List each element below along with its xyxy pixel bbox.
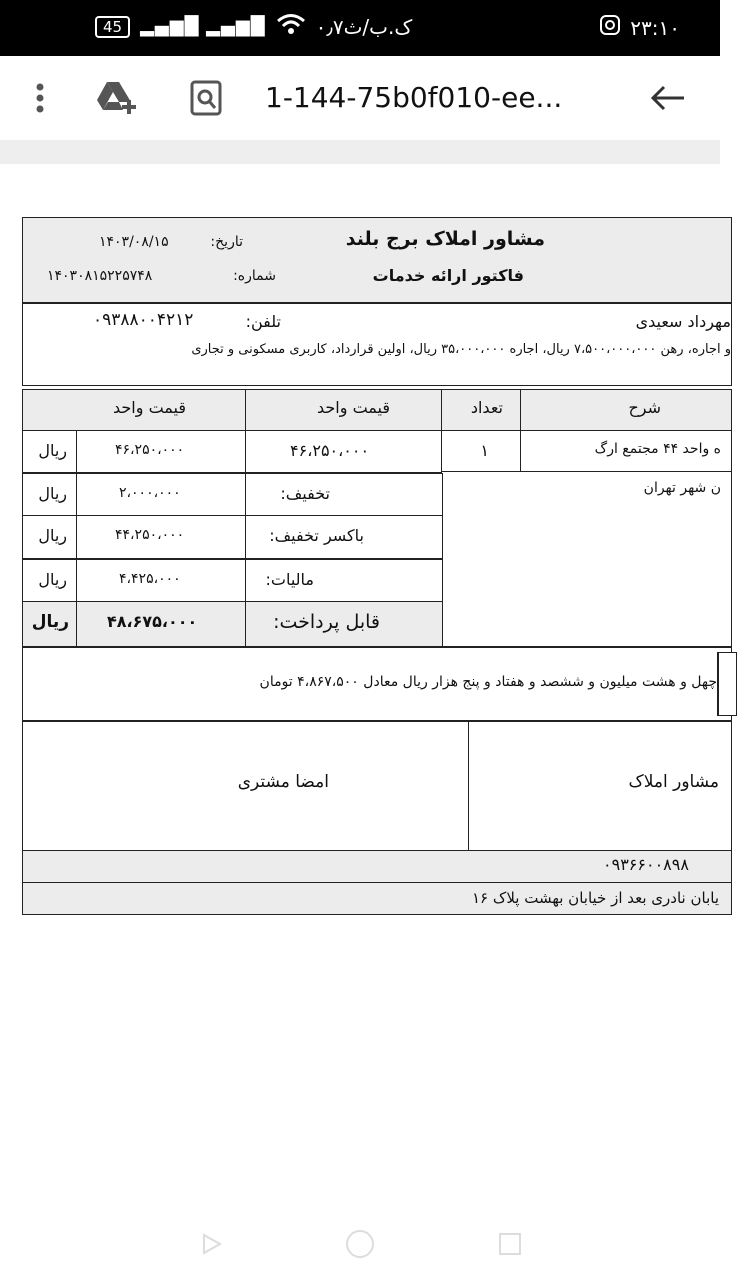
header-unit-price-1: قیمت واحد [245,389,443,432]
customer-signature-label: امضا مشتری [237,772,329,792]
after-discount-label: باکسر تخفیف: [245,515,443,559]
company-name: مشاور املاک برج بلند [345,228,545,250]
item-quantity: ۱ [441,430,522,473]
phone-label: تلفن: [245,312,281,331]
footer-address: یابان نادری بعد از خیابان بهشت پلاک ۱۶ [472,889,719,907]
amount-in-words: چهل و هشت میلیون و ششصد و هفتاد و پنج هزار ریال معادل ۴،۸۶۷،۵۰۰ تومان [259,674,717,690]
item-unit-price: ۴۶،۲۵۰،۰۰۰ [245,430,443,473]
more-vert-icon[interactable] [30,82,50,118]
footer-phone: ۰۹۳۶۶۰۰۸۹۸ [603,855,689,874]
customer-name: مهرداد سعیدی [635,312,731,331]
customer-signature-box [22,721,470,851]
app-bar [0,56,720,140]
battery-icon: 45 [95,16,130,38]
invoice-subtitle: فاکتور ارائه خدمات [372,266,524,285]
wifi-icon [276,13,306,40]
network-speed: ۰٫۷ک.ب/ث [315,14,413,39]
payable-label: قابل پرداخت: [245,601,443,647]
footer-phone-row [22,850,732,883]
instagram-icon [600,15,620,40]
discount-label: تخفیف: [245,473,443,517]
after-discount-value: ۴۴،۲۵۰،۰۰۰ [76,515,247,559]
date-value: ۱۴۰۳/۰۸/۱۵ [99,234,169,250]
status-left [95,13,412,40]
navigation-bar [0,1200,720,1280]
customer-block [22,303,732,386]
toolbar-divider [0,140,720,164]
header-unit-price-2: قیمت واحد [22,389,247,432]
clock: ۲۳:۱۰ [630,15,680,40]
header-quantity: تعداد [441,389,522,432]
tax-label: مالیات: [245,559,443,603]
invoice-document[interactable] [0,164,731,1194]
item-total: ۴۶،۲۵۰،۰۰۰ [76,430,247,473]
nav-home-icon[interactable] [344,1228,376,1264]
location-area [441,471,732,647]
tax-value: ۴،۴۲۵،۰۰۰ [76,559,247,603]
nav-recents-icon[interactable] [498,1232,522,1260]
find-in-page-icon[interactable] [190,80,222,120]
invoice-header [22,217,732,303]
back-arrow-icon[interactable] [650,84,686,116]
amount-in-words-box [22,647,732,721]
drive-add-icon[interactable] [95,80,141,120]
agent-signature-label: مشاور املاک [628,772,719,792]
payable-currency: ریال [22,601,78,647]
words-right-edge [717,652,737,716]
discount-currency: ریال [22,473,78,517]
status-right [600,15,680,40]
number-label: شماره: [233,268,276,284]
tax-currency: ریال [22,559,78,603]
number-value: ۱۴۰۳۰۸۱۵۲۲۵۷۴۸ [47,268,153,284]
description-line: و اجاره، رهن ۷،۵۰۰،۰۰۰،۰۰۰ ریال، اجاره ۳۵،۰۰۰،۰۰۰ ریال، اولین قرارداد، کاربری مسکونی و تجاری [191,342,731,357]
item-currency: ریال [22,430,78,473]
header-description: شرح [520,389,732,432]
nav-back-icon[interactable] [200,1232,224,1260]
date-label: تاریخ: [210,234,243,250]
document-title: 1-144-75b0f010-ee... [265,81,563,114]
footer-address-row [22,882,732,915]
discount-value: ۲،۰۰۰،۰۰۰ [76,473,247,517]
phone-value: ۰۹۳۸۸۰۰۴۲۱۲ [93,310,194,330]
agent-signature-box [468,721,732,851]
after-discount-currency: ریال [22,515,78,559]
signal-icon: ▂▄▆█ ▂▄▆█ [140,16,266,37]
status-bar [0,0,720,56]
location-text: ن شهر تهران [643,480,721,496]
payable-value: ۴۸،۶۷۵،۰۰۰ [76,601,247,647]
item-description: ه واحد ۴۴ مجتمع ارگ [520,430,732,473]
